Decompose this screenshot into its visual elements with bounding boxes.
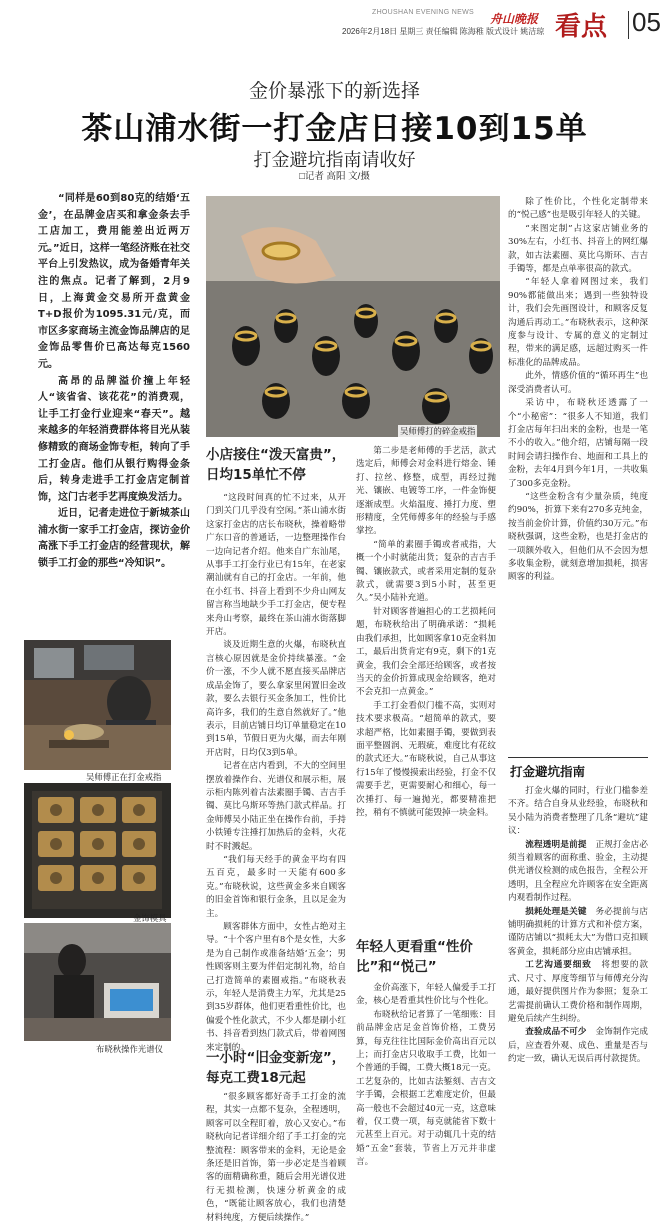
tip-text: 将想要的款式、尺寸、厚度等细节与师傅充分沟通，最好提供图片作为参照；复杂工艺需提前确认工费价格和制作周期，避免后续产生纠纷。 (508, 960, 648, 1024)
photo-spectrometer (24, 923, 171, 1041)
tip-head: 损耗处理是关键 (525, 906, 587, 917)
photo-gold-rings (206, 196, 500, 437)
paragraph: 第二步是老师傅的手艺活，款式选定后，师傅会对金料进行熔金、锤打、拉丝、修整，成型，再经过抛光、镶嵌、电镀等工序，一件金饰便逐渐成型。火焰温度、捶打力度、塑形精度，全凭师傅多年的经验与手感掌控。 (356, 446, 496, 537)
section-heading: 一小时“旧金变新宠”，每克工费18元起 (206, 1050, 346, 1086)
paragraph: “这些金粉含有少量杂质，纯度约90%，折算下来有270多克纯金，按当前金价计算，价值约30万元。”布晓秋强调，这些金粉，也是打金店的一项额外收入，但他们从不会因为想多收集金粉，就刻意增加损耗，损害顾客的利益。 (508, 491, 648, 583)
paragraph: “年轻人拿着网图过来，我们90%都能做出来；遇到一些独特设计，我们会先画图设计，和顾客反复沟通后再动工。”布晓秋表示，这种深度参与设计、专属的意义的定制过程，带来的满足感，远超过购买一件标准化的品牌成品。 (508, 277, 648, 368)
sidebar-body (508, 785, 648, 1110)
tip-head: 查验成品不可少 (525, 1027, 587, 1038)
caption: 布晓秋操作光谱仪 (96, 1044, 163, 1054)
paper-english-name: ZHOUSHAN EVENING NEWS (372, 9, 474, 16)
tip-item (508, 959, 648, 1026)
section-title: 看点 (555, 12, 608, 42)
tip-item (508, 839, 648, 906)
paragraph: 此外，情感价值的“循环再生”也深受消费者认可。 (508, 371, 648, 395)
sidebar-top-rule (508, 757, 648, 758)
lead-column (38, 191, 190, 573)
caption: 吴师傅正在打金戒指 (86, 772, 162, 782)
photo-jewelry-molds (24, 783, 171, 918)
article-column-2 (206, 492, 346, 1053)
paragraph: 谈及近期生意的火爆，布晓秋直言核心原因就是金价持续暴涨。“金价一涨，不少人就不愿直接买品牌店成品金饰了，要么拿家里闲置旧金改款，要么去银行买金条加工，性价比高许多，我们的生意自然就好了。”他表示，目前店铺日均订单量稳定在10到15单，节假日更为火爆，而去年刚开店时，日均仅3到5单。 (206, 640, 346, 758)
paragraph: “简单的素圈手镯或者戒指，大概一个小时就能出货；复杂的吉吉手镯、镶嵌款式，或者采用定制的复杂款式，就需要3到5小时，甚至更久。”吴小陆补充道。 (356, 539, 496, 604)
tip-item (508, 906, 648, 960)
newspaper-logo: 舟山晚报 (490, 12, 539, 26)
lead-paragraph: “同样是60到80克的结婚‘五金’，在品牌金店买和拿金条去手工店加工，费用能差出近两万元。”近日，这样一笔经济账在社交平台上引发热议，成为备婚青年关注的焦点。记者了解到，2月9日，上海黄金交易所开盘黄金T+D报价为1095.31元/克，而市区多家商场主流金饰品牌店的足金饰品零售价已高达每克1560元。 (38, 193, 190, 370)
paragraph: 顾客群体方面中，女性占绝对主导。“十个客户里有8个是女性，大多是为自己制作或准备结婚‘五金’；男性顾客则主要为伴侣定制礼物，给自己打造简单的素圈戒指。”布晓秋表示，年轻人是消费主力军，尤其是25到35岁群体，他们更看重性价比，也偏爱个性化款式，不少人都是刷小红书、抖音看到热门款式后，带着网图来定制的。 (206, 922, 346, 1053)
lead-paragraph: 高昂的品牌溢价撞上年轻人“该省省、该花花”的消费观，让手工打金行业迎来“春天”。越来越多的年轻消费群体将目光从装修精致的商场金饰专柜，转向了手工打金店。他们从银行购得金条后，转身走进手工打金店定制首饰，这门古老手艺再度焕发活力。 (38, 375, 190, 503)
tip-item (508, 1026, 648, 1066)
section-heading: 年轻人更看重“性价比”和“悦己” (356, 939, 473, 975)
photo-goldsmith-working (24, 640, 171, 770)
tip-head: 工艺沟通要细致 (525, 960, 592, 971)
sidebar-intro: 打金火爆的同时，行业门槛参差不齐。结合自身从业经验，布晓秋和吴小陆为消费者整理了几条“避坑”建议： (508, 786, 648, 837)
paragraph: 布晓秋给记者算了一笔细账：目前品牌金店足金首饰价格，工费另算，每克往往比国际金价高出百元以上；而打金店只收取手工费，比如一个普通的手镯，工费大概18元一克。工艺复杂的，比如古法錾刻、吉吉文字手镯，会根据工艺难度定价，但最高一般也不会超过40元一克，这意味着，仅工费一项，每克就能省下数十元甚至上百元。对于动辄几十克的结婚“五金”套装，节省上万元并非虚言。 (356, 1009, 496, 1168)
sidebar-title: 打金避坑指南 (510, 764, 586, 779)
header-divider (628, 11, 629, 39)
paragraph: 除了性价比，个性化定制带来的“悦己感”也是吸引年轻人的关键。 (508, 197, 648, 221)
page-number: 05 (632, 7, 661, 37)
deck-title: 打金避坑指南请收好 (253, 150, 416, 170)
paragraph-cont (206, 1091, 346, 1223)
paragraph: “来图定制”占这家店铺业务的30%左右，小红书、抖音上的网红爆款，如古法素圈、莫比乌斯环、吉吉手镯等，都是点单率很高的款式。 (508, 223, 648, 275)
byline: □记者 高阳 文/摄 (299, 171, 370, 182)
paragraph: 记者在店内看到，不大的空间里摆放着操作台、光谱仪和展示柜，展示柜内陈列着古法素圈手镯、吉吉手镯、莫比乌斯环等热门款式样品。打金师傅吴小陆正坐在操作台前，手持小铁锤专注捶打加热后的金料，火花时不时溅起。 (206, 761, 346, 852)
tip-text: 正规打金店必须当着顾客的面称重、验金，主动提供光谱仪检测的成色报告，全程公开透明，且全程应允许顾客在安全距离内观看制作过程。 (508, 839, 648, 904)
kicker-title: 金价暴涨下的新选择 (248, 81, 420, 102)
tip-head: 流程透明是前提 (525, 839, 587, 850)
paragraph: “我们每天经手的黄金平均有四五百克，最多时一天能有600多克。”布晓秋说，这些黄金多来自顾客的旧金首饰和银行金条，且以足金为主。 (206, 854, 346, 919)
paragraph: “很多顾客都好奇手工打金的流程，其实一点都不复杂，全程透明，顾客可以全程盯着，放心又安心。”布晓秋向记者详细介绍了手工打金的完整流程：顾客带来的金料，无论是金条还是旧首饰，第一步必定是当着顾客的面精确称重，随后会用光谱仪进行无损检测，快速分析黄金的成色，“既能让顾客放心，我们也清楚材料纯度，方便后续操作。” (206, 1092, 346, 1223)
article-column-3 (356, 445, 496, 935)
tip-text: 务必提前与店铺明确损耗的计算方式和补偿方案，谨防店铺以“损耗太大”为借口克扣顾客黄金，损耗部分应由店铺承担。 (508, 906, 648, 957)
tip-text: 金饰制作完成后，应查看外观、成色、重量是否与约定一致，确认无误后再付款提货。 (508, 1027, 648, 1065)
caption: 吴师傅打的碎金戒指 (400, 426, 476, 436)
paragraph: 采访中，布晓秋还透露了一个“小秘密”：“很多人不知道，我们打金店每年扫出来的金粉，也是一笔不小的收入。”他介绍，店铺每隔一段时间会请扫操作台、地面和工具上的金粉，去年4月到今年1月，一共收集了300多克金粉。 (508, 398, 648, 489)
paragraph: 金价高涨下，年轻人偏爱手工打金，核心是看重其性价比与个性化。 (356, 983, 496, 1007)
paragraph: 针对顾客普遍担心的工艺损耗问题，布晓秋给出了明确承诺：“损耗由我们承担，比如顾客拿10克金料加工，最后出货肯定有9克，剩下的1克黄金，我们会全部还给顾客，或者按当天的金价折算成现金给顾客，绝对不会克扣一点黄金。” (356, 606, 496, 698)
caption: 金饰模具 (133, 913, 167, 923)
headline: 茶山浦水街一打金店日接10到15单 (81, 111, 588, 147)
paragraph: “这段时间真的忙不过来，从开门到关门几乎没有空闲。”茶山浦水街这家打金店的店长布晓秋，操着略带广东口音的普通话，一边整理操作台一边向记者介绍。他来自广东汕尾，从事手工打金行业已有15年，在老家潮汕就有自己的打金店。一年前，他在小红书、抖音上看到不少舟山网友留言称当地缺少手工打金店，便专程来舟山考察，最终在茶山浦水街落脚开店。 (206, 493, 346, 638)
article-column-3b (356, 982, 496, 1168)
section-heading: 小店接住“泼天富贵”，日均15单忙不停 (206, 447, 346, 483)
paragraph: 手工打金看似门槛不高，实则对技术要求极高。“超简单的款式，要求超严格，比如素圈手镯，要做到表面平整圆润、无瑕疵，难度比有花纹的款式还大。”布晓秋说，自己从事这行15年了慢慢摸索出经验，打金不仅需要手艺，更需要耐心和细心，每一次捶打、每一遍抛光，都要精准把控，稍有不慎就可能毁掉一块金料。 (356, 700, 496, 818)
date-line: 2026年2月18日 星期三 责任编辑 陈海稚 版式设计 姚洁琼 (342, 27, 545, 36)
article-column-4 (508, 196, 648, 756)
lead-paragraph: 近日，记者走进位于新城茶山浦水街一家手工打金店，探访金价高涨下手工打金店的经营现状，解锁手工打金的那些“冷知识”。 (38, 508, 190, 570)
